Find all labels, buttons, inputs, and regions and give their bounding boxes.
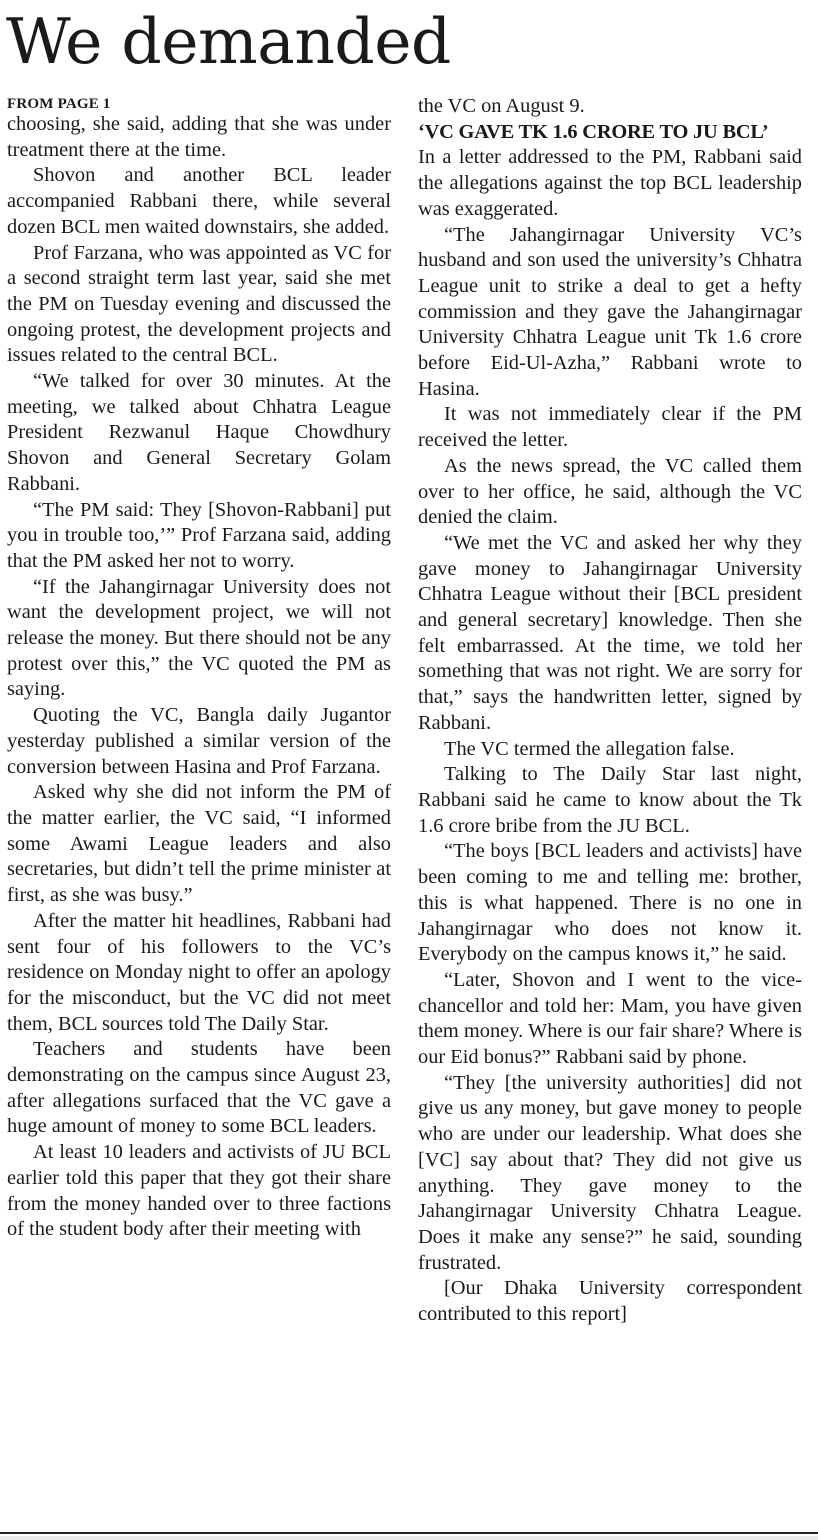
paragraph: Talking to The Daily Star last night, Rabbani said he came to know about the Tk 1.6 crore bribe from the JU BCL. [418,763,802,837]
headline: We demanded [6,5,451,78]
right-column [418,94,802,1328]
paragraph: At least 10 leaders and activists of JU BCL earlier told this paper that they got their share from the money handed over to three factions of the student body after their meeting with [7,1141,391,1241]
paragraph: “The Jahangirnagar University VC’s husband and son used the university’s Chhatra League unit to strike a deal to get a hefty commission and they gave the Jahangirnagar University Chhatra League unit Tk 1.6 crore before Eid-Ul-Azha,” Rabbani wrote to Hasina. [418,223,802,400]
paragraph: Shovon and another BCL leader accompanied Rabbani there, while several dozen BCL men waited downstairs, she added. [7,164,391,238]
paragraph: The VC termed the allegation false. [444,737,735,760]
bottom-rule [0,1532,818,1534]
paragraph: It was not immediately clear if the PM received the letter. [418,403,802,452]
paragraph: After the matter hit headlines, Rabbani had sent four of his followers to the VC’s residence on Monday night to offer an apology for the misconduct, but the VC did not meet them, BCL sources told The Daily Star. [7,909,391,1035]
paragraph: “We talked for over 30 minutes. At the meeting, we talked about Chhatra League President Rezwanul Haque Chowdhury Shovon and General Secretary Golam Rabbani. [7,370,391,495]
left-column [7,94,391,1243]
paragraph: the VC on August 9. [418,95,585,117]
paragraph: As the news spread, the VC called them over to her office, he said, although the VC denied the claim. [418,454,802,529]
page-edge [0,1536,818,1540]
paragraph: [Our Dhaka University correspondent contributed to this report] [418,1277,802,1326]
from-page-kicker: FROM PAGE 1 [7,96,111,112]
paragraph: Teachers and students have been demonstrating on the campus since August 23, after allegations surfaced that the VC gave a huge amount of money to some BCL leaders. [7,1038,391,1138]
paragraph: In a letter addressed to the PM, Rabbani said the allegations against the top BCL leadership was exaggerated. [418,146,802,220]
paragraph: “The boys [BCL leaders and activists] have been coming to me and telling me: brother, this is what happened. There is no one in Jahangirnagar who does not know it. Everybody on the campus knows it,” he said. [418,840,802,966]
paragraph: Prof Farzana, who was appointed as VC for a second straight term last year, said she met the PM on Tuesday evening and discussed the ongoing protest, the development projects and issues related to the central BCL. [7,241,391,367]
paragraph: choosing, she said, adding that she was under treatment there at the time. [7,113,391,161]
paragraph: “The PM said: They [Shovon-Rabbani] put you in trouble too,’” Prof Farzana said, adding that the PM asked her not to worry. [7,498,391,572]
paragraph: Quoting the VC, Bangla daily Jugantor yesterday published a similar version of the conversion between Hasina and Prof Farzana. [7,704,391,778]
paragraph: Asked why she did not inform the PM of the matter earlier, the VC said, “I informed some Awami League leaders and also secretaries, but didn’t tell the prime minister at first, as she was busy.” [7,781,391,907]
paragraph: “We met the VC and asked her why they gave money to Jahangirnagar University Chhatra League without their [BCL president and general secretary] knowledge. Then she felt embarrassed. At the time, we told her something that was not right. We are sorry for that,” says the handwritten letter, signed by Rabbani. [418,531,802,734]
paragraph: “If the Jahangirnagar University does not want the development project, we will not release the money. But there should not be any protest over this,” the VC quoted the PM as saying. [7,575,391,701]
subheading: ‘VC GAVE TK 1.6 CRORE TO JU BCL’ [418,120,769,143]
paragraph: “Later, Shovon and I went to the vice-chancellor and told her: Mam, you have given them money. Where is our fair share? Where is our Eid bonus?” Rabbani said by phone. [418,968,802,1069]
paragraph: “They [the university authorities] did not give us any money, but gave money to people who are under our leadership. What does she [VC] say about that? They did not give us anything. They gave money to the Jahangirnagar University Chhatra League. Does it make any sense?” he said, sounding frustrated. [418,1071,802,1274]
